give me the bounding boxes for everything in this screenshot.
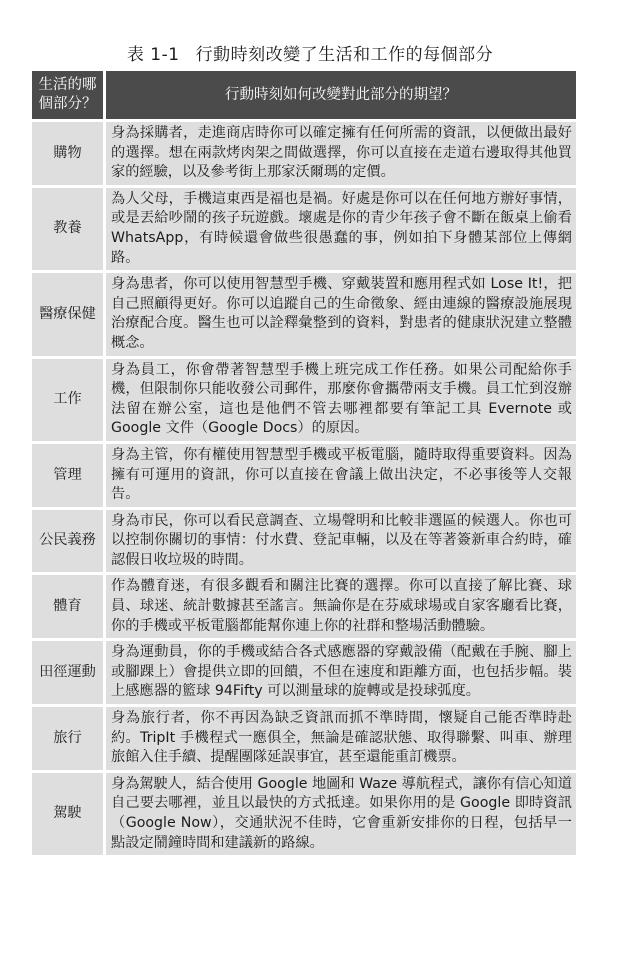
table-row <box>32 510 576 576</box>
row-expectation: 身為駕駛人，結合使用 Google 地圖和 Waze 導航程式，讓你有信心知道自己要去哪裡，並且以最快的方式抵達。如果你用的是 Google 即時資訊（Google Now），交通狀況不佳時，它會重新安排你的日程，包括早一點設定鬧鐘時間和建議新的路線。 <box>106 773 576 858</box>
row-expectation: 作為體育迷，有很多觀看和關注比賽的選擇。你可以直接了解比賽、球員、球迷、統計數據甚至謠言。無論你是在芬威球場或自家客廳看比賽，你的手機或平板電腦都能幫你連上你的社群和整場活動體驗。 <box>106 575 576 641</box>
row-area: 駕駛 <box>32 773 106 858</box>
header-row <box>32 71 576 122</box>
table-row <box>32 359 576 444</box>
row-area: 體育 <box>32 575 106 641</box>
row-expectation: 為人父母，手機這東西是福也是禍。好處是你可以在任何地方辦好事情，或是丟給吵鬧的孩子玩遊戲。壞處是你的青少年孩子會不斷在飯桌上偷看 WhatsApp，有時候還會做些很愚蠢的事，例如拍下身體某部位上傳網路。 <box>106 188 576 273</box>
row-expectation: 身為員工，你會帶著智慧型手機上班完成工作任務。如果公司配給你手機，但限制你只能收發公司郵件，那麼你會攜帶兩支手機。員工忙到沒辦法留在辦公室，這也是他們不管去哪裡都要有筆記工具 Evernote 或 Google 文件（Google Docs）的原因。 <box>106 359 576 444</box>
row-area: 旅行 <box>32 707 106 773</box>
table-row <box>32 444 576 510</box>
row-expectation: 身為採購者，走進商店時你可以確定擁有任何所需的資訊，以便做出最好的選擇。想在兩款烤肉架之間做選擇，你可以直接在走道右邊取得其他買家的經驗，以及參考街上那家沃爾瑪的定價。 <box>106 122 576 188</box>
row-area: 醫療保健 <box>32 273 106 358</box>
header-expectation: 行動時刻如何改變對此部分的期望？ <box>106 71 576 122</box>
table-caption <box>0 40 620 65</box>
row-expectation: 身為旅行者，你不再因為缺乏資訊而抓不準時間，懷疑自己能否準時赴約。TripIt 手機程式一應俱全，無論是確認狀態、取得聯繫、叫車、辦理旅館入住手續、提醒團隊延誤事宜，甚至還能重訂機票。 <box>106 707 576 773</box>
table-row <box>32 188 576 273</box>
row-area: 管理 <box>32 444 106 510</box>
table-row <box>32 641 576 707</box>
row-area: 教養 <box>32 188 106 273</box>
table-number: 表 1-1 <box>126 45 180 65</box>
row-expectation: 身為市民，你可以看民意調查、立場聲明和比較非選區的候選人。你也可以控制你關切的事情：付水費、登記車輛，以及在等著簽新車合約時，確認假日收垃圾的時間。 <box>106 510 576 576</box>
row-expectation: 身為患者，你可以使用智慧型手機、穿戴裝置和應用程式如 Lose It!，把自己照顧得更好。你可以追蹤自己的生命徵象、經由連線的醫療設施展現治療配合度。醫生也可以詮釋彙整到的資料，對患者的健康狀況建立整體概念。 <box>106 273 576 358</box>
header-area: 生活的哪個部分？ <box>32 71 106 122</box>
row-area: 田徑運動 <box>32 641 106 707</box>
table-row <box>32 575 576 641</box>
table-row <box>32 122 576 188</box>
row-area: 購物 <box>32 122 106 188</box>
table-row <box>32 273 576 358</box>
table-title: 行動時刻改變了生活和工作的每個部分 <box>195 45 494 65</box>
table-row <box>32 707 576 773</box>
row-expectation: 身為運動員，你的手機或結合各式感應器的穿戴設備（配戴在手腕、腳上或腳踝上）會提供立即的回饋，不但在速度和距離方面，也包括步幅。裝上感應器的籃球 94Fifty 可以測量球的旋轉或是投球弧度。 <box>106 641 576 707</box>
row-area: 工作 <box>32 359 106 444</box>
row-area: 公民義務 <box>32 510 106 576</box>
table-row <box>32 773 576 858</box>
row-expectation: 身為主管，你有權使用智慧型手機或平板電腦，隨時取得重要資料。因為擁有可運用的資訊，你可以直接在會議上做出決定，不必事後等人交報告。 <box>106 444 576 510</box>
mobile-moments-table <box>32 71 576 858</box>
